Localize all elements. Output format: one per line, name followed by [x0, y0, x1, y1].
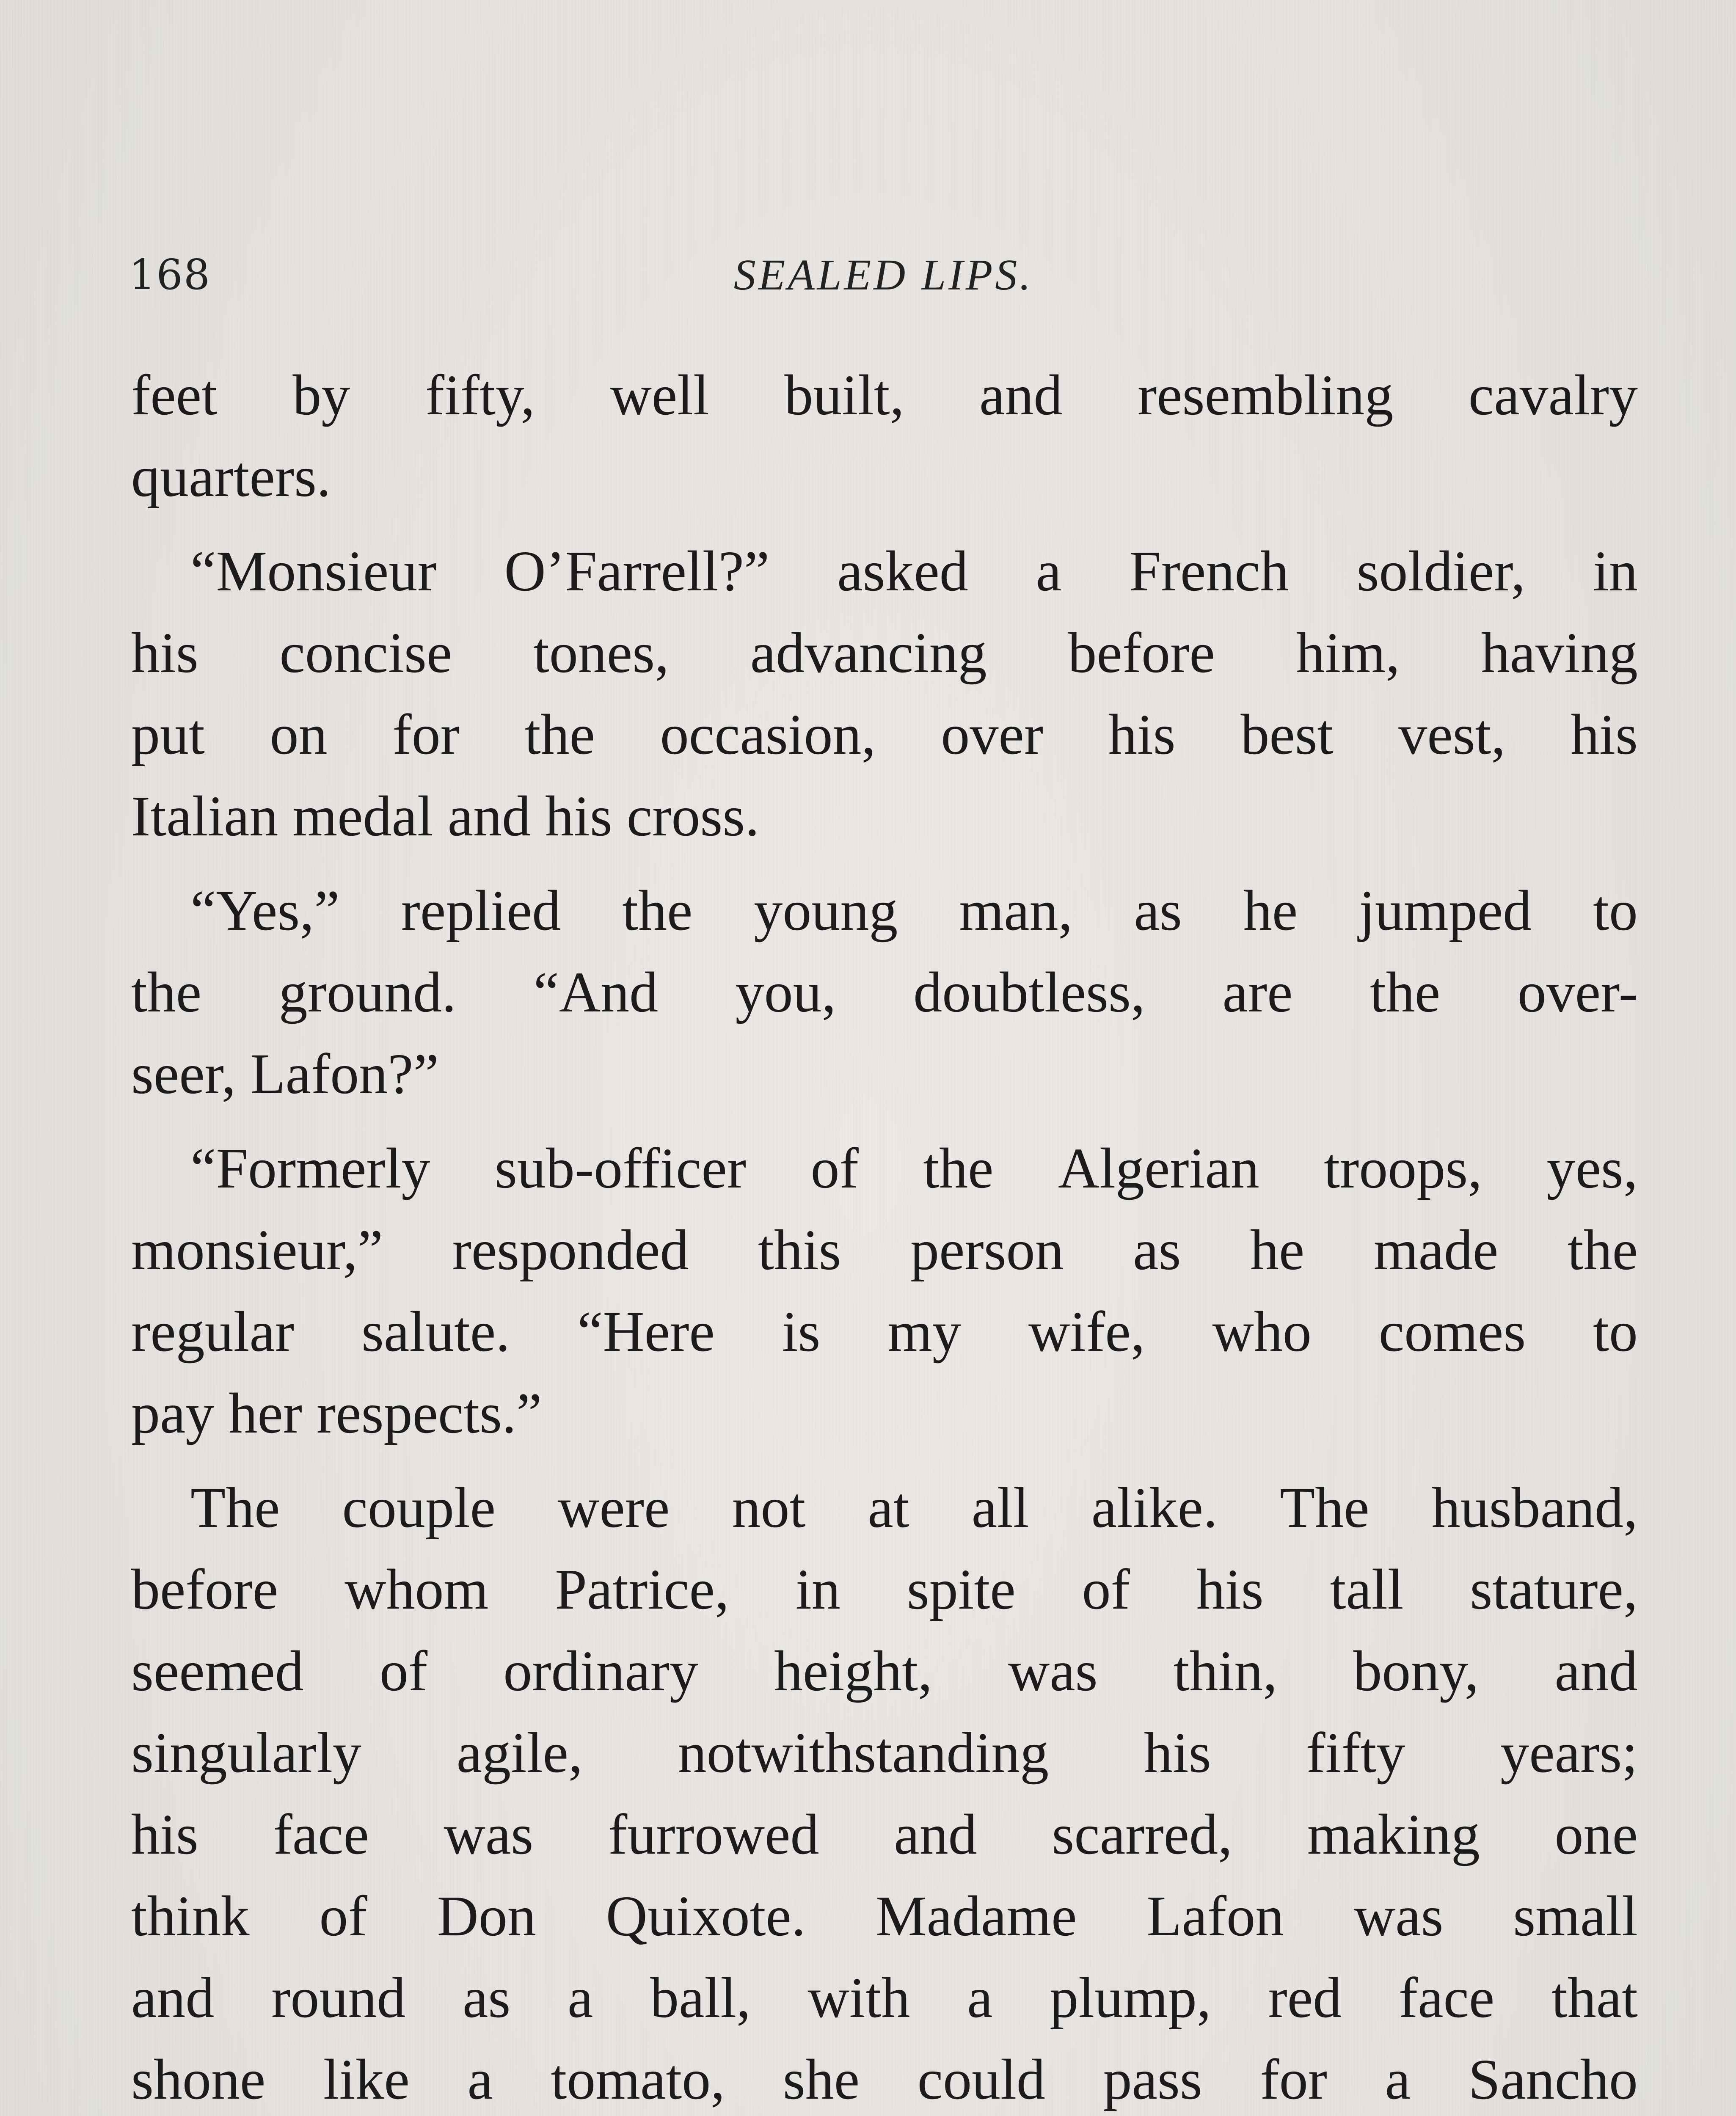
text-line: and round as a ball, with a plump, red face that: [131, 1966, 1638, 2030]
text-line: the ground. “And you, doubtless, are the over-: [131, 961, 1638, 1024]
text-line: shone like a tomato, she could pass for a Sancho: [131, 2048, 1638, 2111]
body-text: [131, 355, 1638, 2116]
text-line: monsieur,” responded this person as he made the: [131, 1218, 1638, 1282]
text-line: feet by fifty, well built, and resembling cavalry: [131, 364, 1638, 427]
paragraph: [131, 1467, 1638, 2116]
text-line: pay her respects.”: [131, 1382, 542, 1445]
paragraph: [131, 355, 1638, 518]
text-line: The couple were not at all alike. The husband,: [190, 1476, 1638, 1540]
paragraph: [131, 870, 1638, 1115]
text-line: his face was furrowed and scarred, making one: [131, 1803, 1638, 1866]
page-number: 168: [129, 251, 211, 299]
text-line: “Formerly sub-officer of the Algerian troops, yes,: [190, 1137, 1638, 1200]
text-line: before whom Patrice, in spite of his tall stature,: [131, 1558, 1638, 1621]
text-line: his concise tones, advancing before him, having: [131, 621, 1638, 685]
running-title: SEALED LIPS.: [733, 251, 1033, 299]
text-line: regular salute. “Here is my wife, who comes to: [131, 1300, 1638, 1364]
text-line: “Monsieur O’Farrell?” asked a French soldier, in: [190, 540, 1638, 603]
text-line: “Yes,” replied the young man, as he jumped to: [190, 879, 1638, 942]
text-line: put on for the occasion, over his best vest, his: [131, 703, 1638, 766]
paragraph: [131, 531, 1638, 857]
text-line: seer, Lafon?”: [131, 1042, 439, 1106]
text-line: singularly agile, notwithstanding his fifty years;: [131, 1721, 1638, 1785]
page-header: [129, 248, 1638, 303]
text-line: Italian medal and his cross.: [131, 785, 760, 848]
text-line: quarters.: [131, 445, 331, 509]
text-line: think of Don Quixote. Madame Lafon was small: [131, 1885, 1638, 1948]
paragraph: [131, 1128, 1638, 1455]
text-line: seemed of ordinary height, was thin, bony, and: [131, 1639, 1638, 1703]
